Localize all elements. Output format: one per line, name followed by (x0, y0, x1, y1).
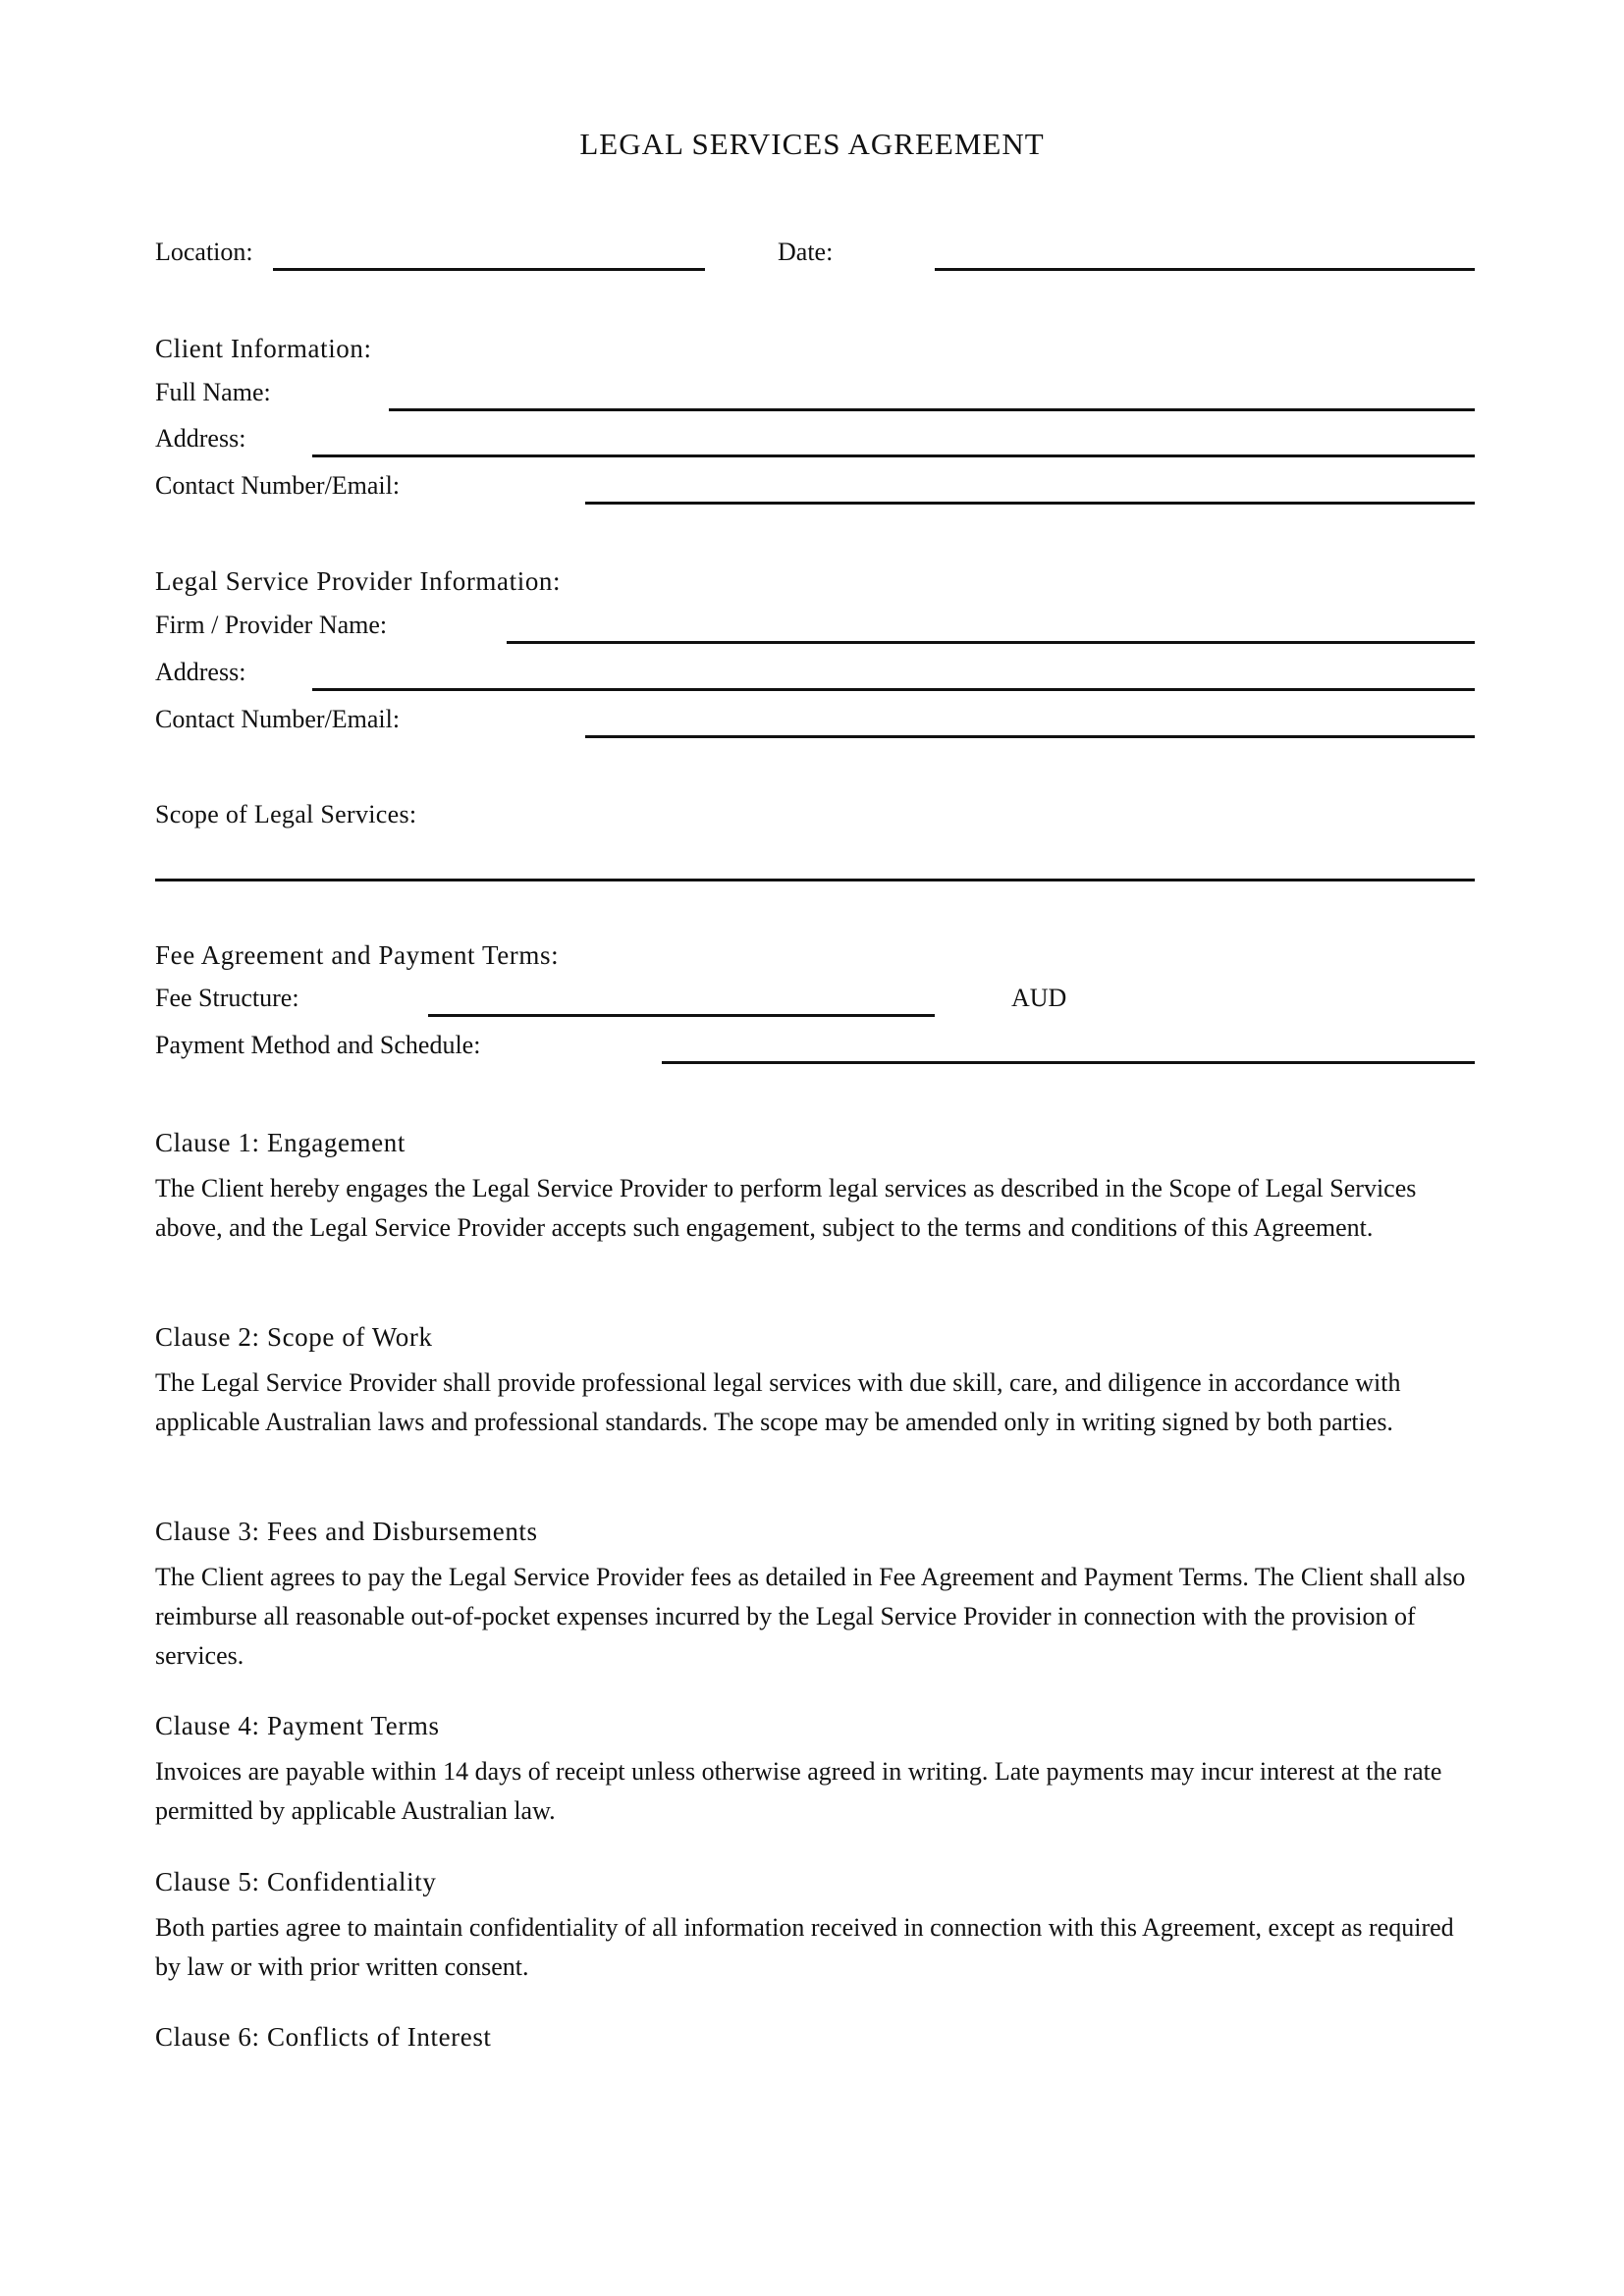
clause-3-heading: Clause 3: Fees and Disbursements (155, 1517, 538, 1546)
client-full-name-field[interactable] (389, 382, 1475, 411)
client-contact-line (585, 502, 1475, 505)
payment-method-label: Payment Method and Schedule: (155, 1031, 481, 1059)
client-address-field[interactable] (312, 428, 1475, 457)
scope-field[interactable] (155, 846, 1475, 881)
payment-method-line (662, 1061, 1475, 1064)
clause-5-heading: Clause 5: Confidentiality (155, 1867, 437, 1896)
provider-address-line (312, 688, 1475, 691)
client-address-line (312, 454, 1475, 457)
client-address-row (155, 422, 1475, 461)
date-line (935, 268, 1475, 271)
provider-address-field[interactable] (312, 662, 1475, 691)
client-full-name-row (155, 376, 1475, 415)
provider-address-row (155, 656, 1475, 695)
provider-address-label: Address: (155, 658, 246, 686)
date-label: Date: (778, 238, 834, 266)
fee-structure-field[interactable] (428, 988, 935, 1017)
clause-3-text: The Client agrees to pay the Legal Service Provider fees as detailed in Fee Agreement and Payment Terms. The Client shall also reimburse all reasonable out-of-pocket expenses incurred by the Legal Service Provider in connection with the provision of services. (155, 1563, 1466, 1670)
clause-2-heading: Clause 2: Scope of Work (155, 1322, 433, 1352)
provider-name-line (507, 641, 1475, 644)
payment-method-field[interactable] (662, 1035, 1475, 1064)
fee-currency-label: AUD (1011, 984, 1067, 1012)
date-field[interactable] (935, 241, 1475, 271)
client-info-heading: Client Information: (155, 334, 372, 363)
clause-5-text: Both parties agree to maintain confidentiality of all information received in connection with this Agreement, except as required by law or with prior written consent. (155, 1913, 1454, 1981)
location-label: Location: (155, 238, 253, 266)
fee-heading: Fee Agreement and Payment Terms: (155, 940, 560, 970)
location-line (273, 268, 705, 271)
scope-line (155, 879, 1475, 881)
fee-structure-line (428, 1014, 935, 1017)
clause-1-text: The Client hereby engages the Legal Service Provider to perform legal services as described in the Scope of Legal Services above, and the Legal Service Provider accepts such engagement, subject to the terms and conditions of this Agreement. (155, 1174, 1417, 1242)
clause-4-text: Invoices are payable within 14 days of receipt unless otherwise agreed in writing. Late payments may incur interest at the rate permitted by applicable Australian law. (155, 1757, 1442, 1825)
client-address-label: Address: (155, 424, 246, 453)
client-contact-field[interactable] (585, 475, 1475, 505)
provider-info-heading: Legal Service Provider Information: (155, 566, 562, 596)
clause-6-heading: Clause 6: Conflicts of Interest (155, 2022, 492, 2052)
provider-contact-label: Contact Number/Email: (155, 705, 401, 733)
fee-structure-label: Fee Structure: (155, 984, 299, 1012)
fee-structure-row (155, 982, 1475, 1021)
provider-name-field[interactable] (507, 614, 1475, 644)
provider-contact-row (155, 703, 1475, 742)
client-full-name-label: Full Name: (155, 378, 271, 406)
client-contact-label: Contact Number/Email: (155, 471, 401, 500)
provider-contact-field[interactable] (585, 709, 1475, 738)
client-contact-row (155, 469, 1475, 508)
location-date-row (155, 236, 1475, 275)
payment-method-row (155, 1029, 1475, 1068)
clause-1-heading: Clause 1: Engagement (155, 1128, 406, 1157)
clause-4-heading: Clause 4: Payment Terms (155, 1711, 440, 1740)
clause-2-text: The Legal Service Provider shall provide professional legal services with due skill, care, and diligence in accordance with applicable Australian laws and professional standards. The scope may be amended only in writing signed by both parties. (155, 1368, 1401, 1436)
provider-contact-line (585, 735, 1475, 738)
provider-name-label: Firm / Provider Name: (155, 611, 388, 639)
document-title: LEGAL SERVICES AGREEMENT (579, 127, 1045, 161)
scope-heading: Scope of Legal Services: (155, 800, 417, 828)
location-field[interactable] (273, 241, 705, 271)
provider-name-row (155, 609, 1475, 648)
client-full-name-line (389, 408, 1475, 411)
